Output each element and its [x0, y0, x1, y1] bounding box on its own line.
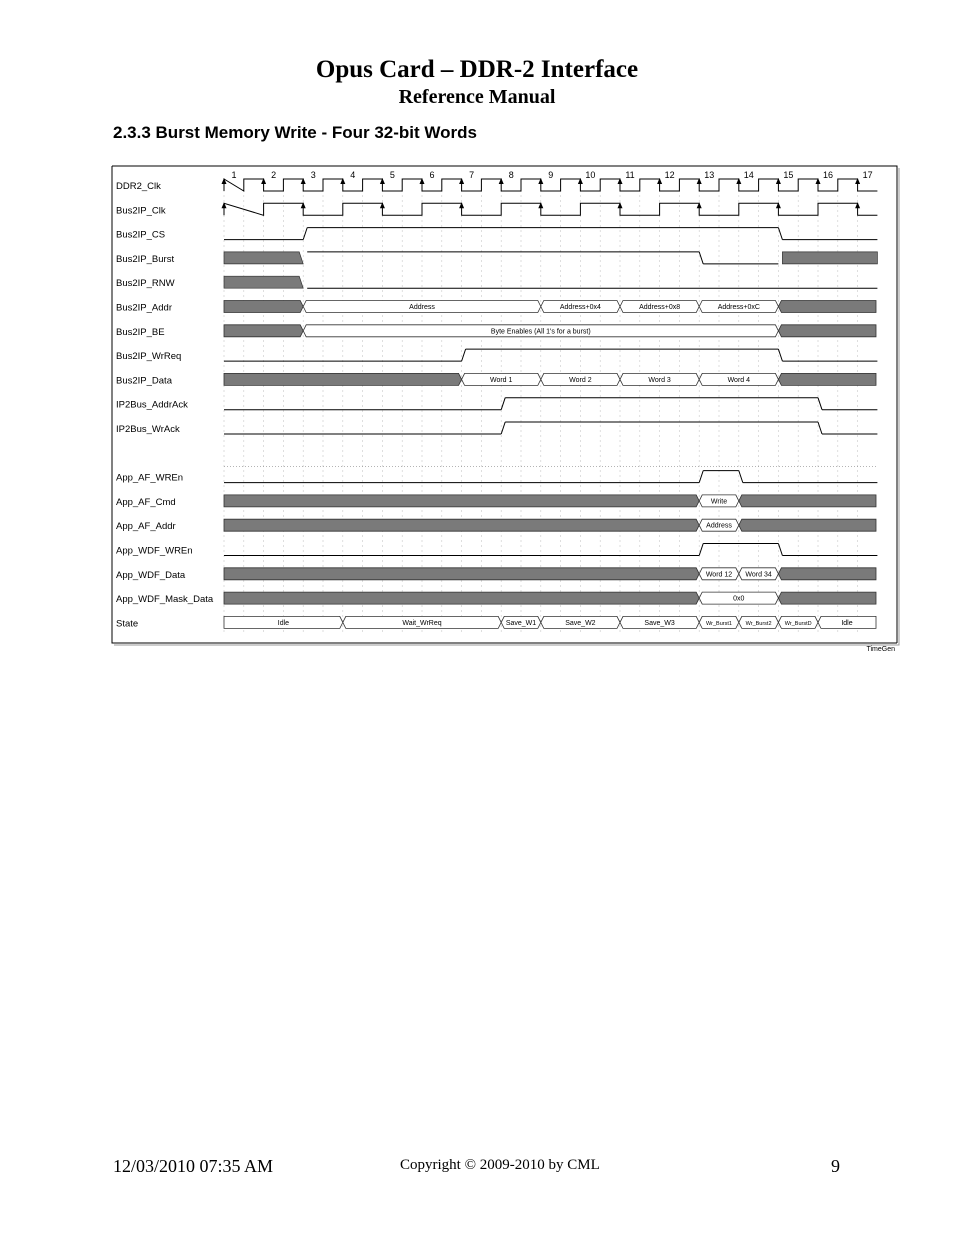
transition-edge: [501, 398, 505, 410]
clock-number: 16: [822, 170, 834, 180]
unknown-region: [782, 252, 877, 264]
unknown-region: [224, 568, 699, 580]
transition-edge: [303, 228, 307, 240]
clock-number: 12: [664, 170, 675, 180]
transition-edge: [501, 422, 505, 434]
transition-edge: [778, 228, 782, 240]
bus-value-label: Save_W2: [565, 619, 596, 627]
clock-number: 1: [231, 170, 237, 180]
document-subtitle: Reference Manual: [398, 86, 556, 108]
transition-edge: [699, 471, 703, 483]
bus-value-label: Save_W1: [505, 619, 537, 627]
unknown-region: [778, 373, 876, 385]
signal-label: App_AF_WREn: [116, 472, 184, 484]
bus-value-label: Word 4: [727, 376, 751, 384]
unknown-region: [778, 568, 876, 580]
bus-value-label: Word 3: [648, 376, 671, 384]
bus-value-label: Word 34: [745, 571, 772, 579]
signal-label: Bus2IP_WrReq: [116, 351, 182, 363]
unknown-region: [224, 495, 699, 507]
bus-value-label: Address: [409, 304, 435, 311]
bus-value-label: Wr_BurstD: [784, 620, 812, 627]
bus-value-label: Address: [706, 522, 732, 530]
signal-label: Bus2IP_Addr: [116, 302, 172, 314]
unknown-region: [224, 325, 303, 337]
bus-value-label: Idle: [841, 619, 853, 627]
unknown-region: [778, 325, 876, 337]
clock-number: 7: [469, 170, 475, 180]
bus-value-label: Word 2: [569, 376, 592, 384]
transition-edge: [778, 349, 782, 361]
signal-label: Bus2IP_CS: [116, 229, 166, 241]
transition-edge: [462, 349, 466, 361]
bus-value-label: Idle: [277, 619, 290, 627]
bus-value-label: Address+0x4: [559, 304, 601, 311]
footer-copyright: Copyright © 2009-2010 by CML: [400, 1157, 600, 1173]
document-title: Opus Card – DDR-2 Interface: [315, 56, 639, 83]
unknown-region: [224, 519, 699, 531]
bus-value-label: Wait_WrReq: [402, 619, 442, 627]
unknown-region: [739, 519, 876, 531]
clock-number: 3: [310, 170, 316, 180]
unknown-region: [739, 495, 876, 507]
clock-number: 6: [429, 170, 435, 180]
unknown-region: [224, 301, 303, 313]
signal-label: Bus2IP_Clk: [116, 205, 166, 217]
signal-label: IP2Bus_AddrAck: [116, 399, 188, 411]
signal-label: State: [116, 618, 139, 630]
clock-edge-arrow: [222, 178, 227, 184]
unknown-region: [224, 592, 699, 604]
section-heading: 2.3.3 Burst Memory Write - Four 32-bit Words: [113, 123, 477, 142]
clock-number: 9: [548, 170, 554, 180]
unknown-region: [224, 373, 462, 385]
clock-number: 13: [704, 170, 715, 180]
clock-number: 8: [508, 170, 514, 180]
transition-edge: [818, 398, 822, 410]
clock-number: 14: [743, 170, 754, 180]
signal-label: DDR2_Clk: [116, 181, 161, 192]
transition-edge: [699, 252, 703, 264]
bus-value-label: Word 12: [705, 571, 733, 579]
clock-edge-arrow: [222, 202, 227, 208]
bus-value-label: 0x0: [733, 595, 745, 603]
signal-label: Bus2IP_Burst: [116, 253, 175, 265]
unknown-region: [778, 301, 876, 313]
clock-number: 2: [271, 170, 277, 180]
footer-page-number: 9: [831, 1156, 840, 1176]
timegen-watermark: TimeGen: [866, 646, 895, 653]
bus-value-label: Save_W3: [644, 619, 675, 627]
clock-number: 5: [389, 170, 395, 180]
signal-label: Bus2IP_BE: [116, 326, 165, 338]
signal-label: App_AF_Addr: [116, 521, 176, 533]
signal-label: App_WDF_Mask_Data: [116, 594, 214, 606]
clock-number: 4: [350, 170, 356, 180]
unknown-region: [224, 276, 303, 288]
transition-edge: [739, 471, 743, 483]
signal-label: App_WDF_WREn: [116, 545, 193, 557]
signal-label: IP2Bus_WrAck: [116, 424, 180, 435]
bus-value-label: Word 1: [489, 376, 513, 384]
transition-edge: [818, 422, 822, 434]
clock-number: 10: [585, 170, 596, 180]
clock-number: 11: [625, 170, 635, 180]
transition-edge: [699, 544, 703, 556]
bus-value-label: Address+0xC: [717, 304, 760, 311]
bus-value-label: Wr_Burst1: [706, 620, 732, 627]
clock-number: 15: [783, 170, 794, 180]
signal-label: App_WDF_Data: [116, 569, 186, 581]
bus-value-label: Wr_Burst2: [745, 620, 772, 627]
signal-label: Bus2IP_RNW: [116, 278, 175, 290]
bus-value-label: Byte Enables (All 1's for a burst): [490, 328, 591, 336]
signal-label: App_AF_Cmd: [116, 496, 176, 508]
footer-timestamp: 12/03/2010 07:35 AM: [113, 1156, 274, 1176]
transition-edge: [778, 544, 782, 556]
signal-label: Bus2IP_Data: [116, 375, 172, 387]
bus-value-label: Address+0x8: [639, 304, 681, 311]
unknown-region: [224, 252, 303, 264]
unknown-region: [778, 592, 876, 604]
clock-number: 17: [862, 170, 873, 180]
bus-value-label: Write: [710, 498, 728, 506]
